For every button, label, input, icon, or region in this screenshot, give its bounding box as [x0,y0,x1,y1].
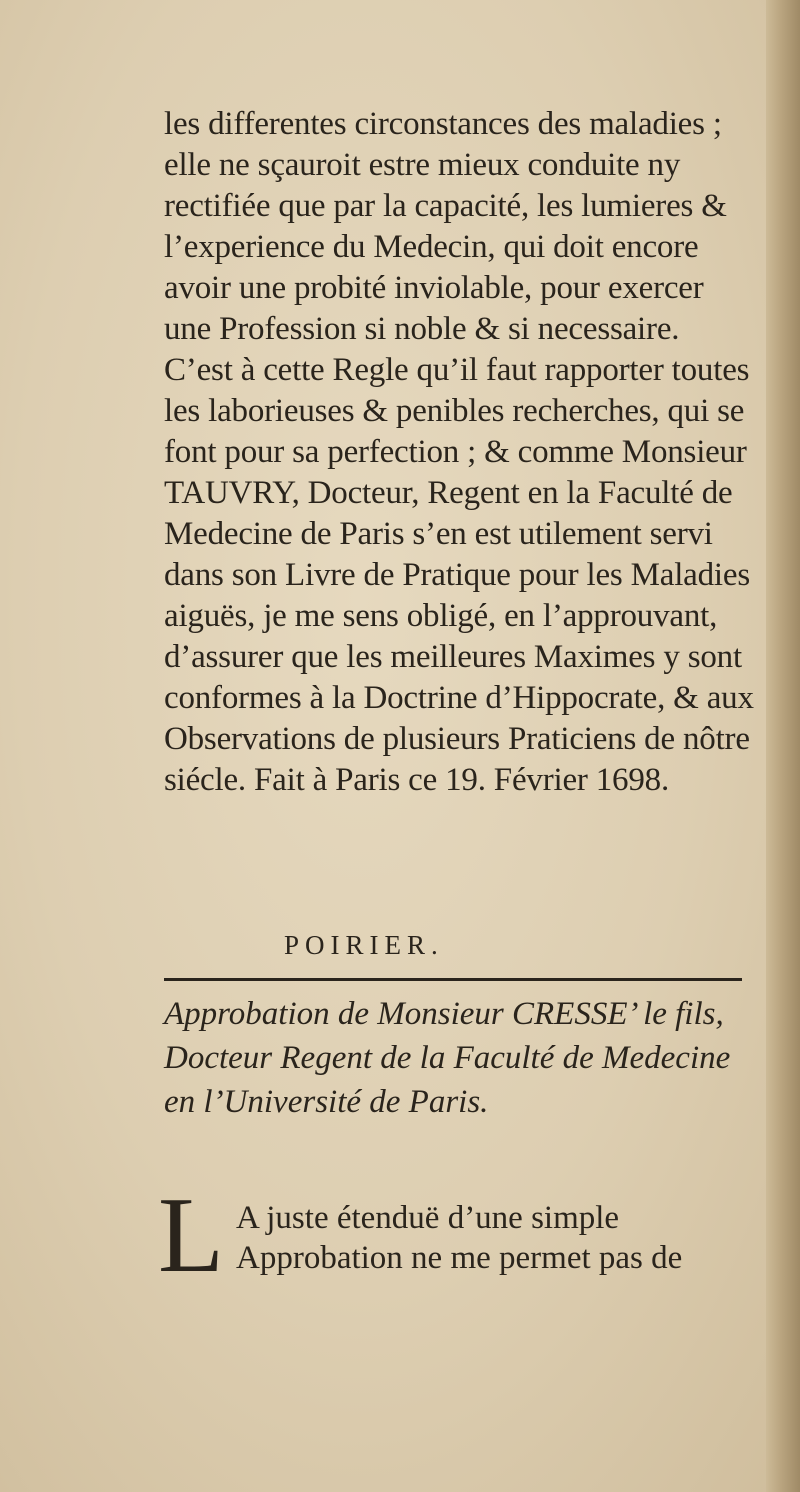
body-paragraph: les differentes circonstances des maladies ; elle ne sçauroit estre mieux conduite ny rectifiée que par la capacité, les lumieres & l’experience du Medecin, qui doit encore avoir une probité inviolable, pour exercer une Profession si noble & si necessaire. C’est à cette Regle qu’il faut rapporter toutes les laborieuses & penibles recherches, qui se font pour sa perfection ; & comme Monsieur TAUVRY, Docteur, Regent en la Faculté de Medecine de Paris s’en est utilement servi dans son Livre de Pratique pour les Maladies aiguës, je me sens obligé, en l’approuvant, d’assurer que les meilleures Maximes y sont conformes à la Doctrine d’Hippocrate, & aux Observations de plusieurs Praticiens de nôtre siécle. Fait à Paris ce 19. Février 1698. [164,106,754,798]
approbation-heading: Approbation de Monsieur CRESSE’ le fils, Docteur Regent de la Faculté de Medecine en l’Université de Paris. [164,996,731,1120]
approbation-text-block [164,104,754,801]
signature: POIRIER. [284,930,444,960]
horizontal-rule [164,978,742,981]
page-gutter [766,0,800,1492]
drop-cap: L [158,1176,224,1295]
opening-paragraph: A juste étenduë d’une simple Approbation ne me permet pas de [236,1200,683,1276]
